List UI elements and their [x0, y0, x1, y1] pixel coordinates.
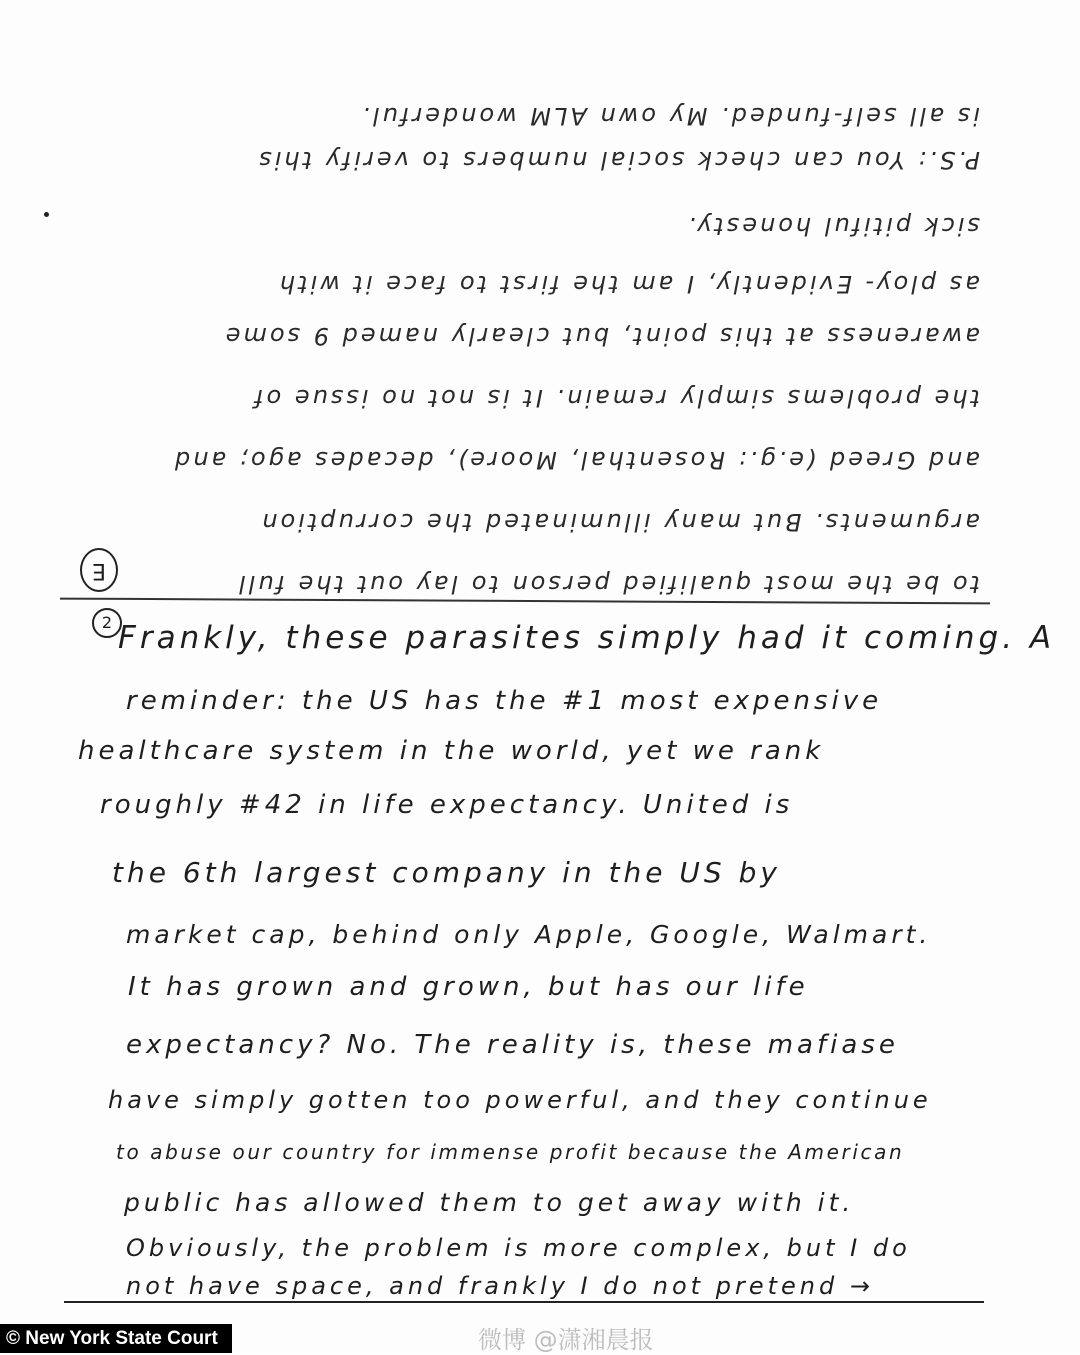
letter-line: It has grown and grown, but has our life: [128, 972, 809, 1002]
letter-line: reminder: the US has the #1 most expensive: [126, 686, 883, 716]
letter-line: to abuse our country for immense profit because the American: [116, 1140, 905, 1164]
flipped-line: the problems simply remain. It is not no issue of: [252, 384, 980, 412]
flipped-line: awareness at this point, but clearly named 9 some: [222, 322, 980, 350]
letter-line: expectancy? No. The reality is, these mafiase: [126, 1030, 899, 1060]
letter-line: Frankly, these parasites simply had it coming. A: [118, 620, 1056, 656]
flipped-line: P.S.: You can check social numbers to verify this: [256, 146, 980, 174]
letter-line: have simply gotten too powerful, and they continue: [108, 1086, 932, 1114]
ink-dot: [44, 212, 49, 217]
letter-line: the 6th largest company in the US by: [112, 856, 781, 889]
letter-line: not have space, and frankly I do not pretend →: [126, 1272, 874, 1300]
flipped-line: arguments. But many illuminated the corruption: [259, 508, 980, 536]
upside-down-section: [40, 78, 980, 598]
letter-line: market cap, behind only Apple, Google, Walmart.: [126, 920, 932, 949]
circled-2-marker: 2: [92, 608, 122, 638]
letter-line: healthcare system in the world, yet we rank: [78, 736, 825, 766]
flipped-line: and Greed (e.g.: Rosenthal, Moore), decades ago; and: [172, 446, 980, 474]
circled-e-marker: E: [80, 548, 118, 592]
photo-credit: © New York State Court: [0, 1324, 232, 1353]
flipped-line: as ploy- Evidently, I am the first to face it with: [276, 270, 980, 298]
letter-line: Obviously, the problem is more complex, but I do: [126, 1234, 911, 1262]
section-divider: [60, 598, 990, 605]
bottom-rule: [64, 1301, 984, 1303]
flipped-line: to be the most qualified person to lay out the full: [236, 570, 980, 598]
letter-line: public has allowed them to get away with it.: [124, 1188, 855, 1217]
flipped-line: is all self-funded. My own ALM wonderful.: [359, 102, 980, 130]
flipped-line: sick pitiful honesty.: [685, 212, 980, 240]
letter-line: roughly #42 in life expectancy. United is: [100, 790, 794, 820]
weibo-watermark: 微博 @潇湘晨报: [478, 1326, 654, 1354]
